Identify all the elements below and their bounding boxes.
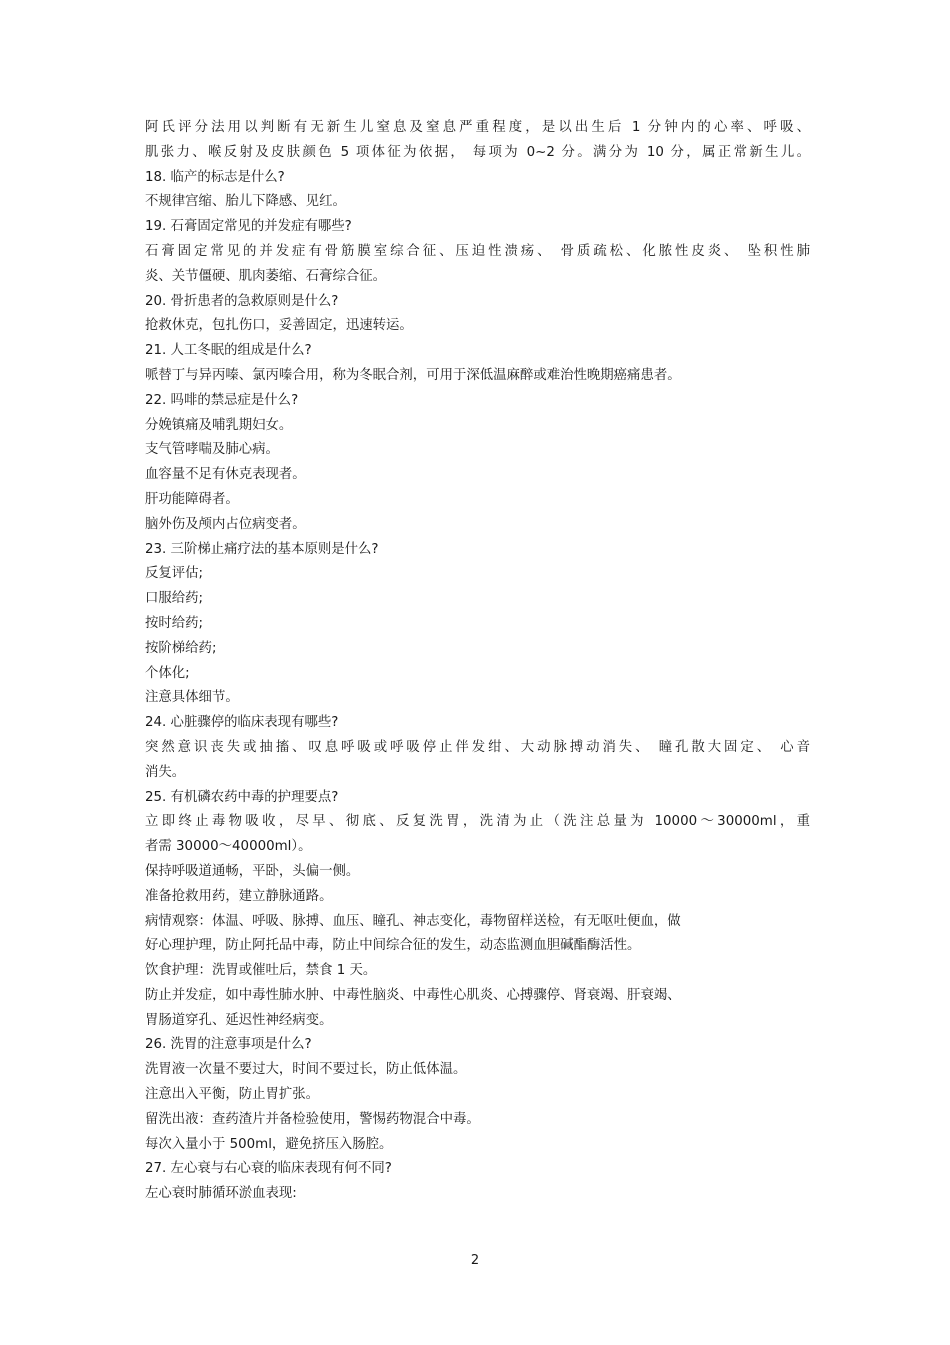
text-line: 肌张力、喉反射及皮肤颜色 5 项体征为依据， 每项为 0~2 分。满分为 10 分，属正常新生儿。 xyxy=(145,144,810,160)
text-line: 支气管哮喘及肺心病。 xyxy=(145,442,279,458)
text-line: 18. 临产的标志是什么? xyxy=(145,169,285,185)
text-line: 立即终止毒物吸收，尽早、彻底、反复洗胃，洗清为止（洗注总量为 10000～30000ml，重 xyxy=(145,814,810,830)
text-line: 留洗出液：查药渣片并备检验使用，警惕药物混合中毒。 xyxy=(145,1111,480,1127)
text-line: 抢救休克，包扎伤口，妥善固定，迅速转运。 xyxy=(145,318,413,334)
text-line: 25. 有机磷农药中毒的护理要点? xyxy=(145,789,339,805)
text-line: 饮食护理：洗胃或催吐后，禁食 1 天。 xyxy=(145,963,377,979)
text-line: 炎、关节僵硬、肌肉萎缩、石膏综合征。 xyxy=(145,268,387,284)
text-line: 准备抢救用药，建立静脉通路。 xyxy=(145,888,333,904)
text-line: 肝功能障碍者。 xyxy=(145,491,239,507)
text-line: 26. 洗胃的注意事项是什么? xyxy=(145,1037,312,1053)
text-line: 注意出入平衡，防止胃扩张。 xyxy=(145,1087,320,1103)
text-line: 血容量不足有休克表现者。 xyxy=(145,467,306,483)
page-number: 2 xyxy=(470,1253,480,1268)
text-line: 27. 左心衰与右心衰的临床表现有何不同? xyxy=(145,1161,392,1177)
text-line: 石膏固定常见的并发症有骨筋膜室综合征、压迫性溃疡、 骨质疏松、化脓性皮炎、 坠积性肺 xyxy=(145,243,810,259)
text-line: 好心理护理，防止阿托品中毒，防止中间综合征的发生，动态监测血胆碱酯酶活性。 xyxy=(145,938,641,954)
text-line: 病情观察：体温、呼吸、脉搏、血压、瞳孔、神志变化，毒物留样送检，有无呕吐便血，做 xyxy=(145,913,681,929)
text-line: 20. 骨折患者的急救原则是什么? xyxy=(145,293,339,309)
text-line: 突然意识丧失或抽搐、叹息呼吸或呼吸停止伴发绀、大动脉搏动消失、 瞳孔散大固定、 心音 xyxy=(145,739,810,755)
text-line: 19. 石膏固定常见的并发症有哪些? xyxy=(145,219,352,235)
text-line: 保持呼吸道通畅，平卧，头偏一侧。 xyxy=(145,863,360,879)
text-line: 阿氏评分法用以判断有无新生儿窒息及窒息严重程度，是以出生后 1 分钟内的心率、呼吸、 xyxy=(145,120,810,135)
text-line: 脑外伤及颅内占位病变者。 xyxy=(145,516,306,532)
text-line: 23. 三阶梯止痛疗法的基本原则是什么? xyxy=(145,541,379,557)
text-line: 哌替丁与异丙嗪、氯丙嗪合用，称为冬眠合剂，可用于深低温麻醉或难治性晚期癌痛患者。 xyxy=(145,367,681,383)
text-line: 口服给药; xyxy=(145,591,204,607)
text-line: 个体化; xyxy=(145,665,190,681)
text-line: 洗胃液一次量不要过大，时间不要过长，防止低体温。 xyxy=(145,1062,467,1078)
text-line: 胃肠道穿孔、延迟性神经病变。 xyxy=(145,1012,333,1028)
document-body xyxy=(145,116,810,1207)
text-line: 分娩镇痛及哺乳期妇女。 xyxy=(145,417,293,433)
text-line: 消失。 xyxy=(145,764,186,780)
text-line: 21. 人工冬眠的组成是什么? xyxy=(145,343,312,359)
text-line: 按阶梯给药; xyxy=(145,640,217,656)
text-line: 22. 吗啡的禁忌症是什么? xyxy=(145,392,299,408)
text-line: 反复评估; xyxy=(145,566,204,582)
text-line: 每次入量小于 500ml，避免挤压入肠腔。 xyxy=(145,1136,393,1152)
text-line: 者需 30000～40000ml）。 xyxy=(145,839,312,855)
text-line: 不规律宫缩、胎儿下降感、见红。 xyxy=(145,194,346,210)
text-line: 注意具体细节。 xyxy=(145,690,239,706)
text-line: 防止并发症，如中毒性肺水肿、中毒性脑炎、中毒性心肌炎、心搏骤停、肾衰竭、肝衰竭、 xyxy=(145,987,681,1003)
text-line: 按时给药; xyxy=(145,615,204,631)
text-line: 24. 心脏骤停的临床表现有哪些? xyxy=(145,715,339,731)
text-line: 左心衰时肺循环淤血表现: xyxy=(145,1186,297,1202)
